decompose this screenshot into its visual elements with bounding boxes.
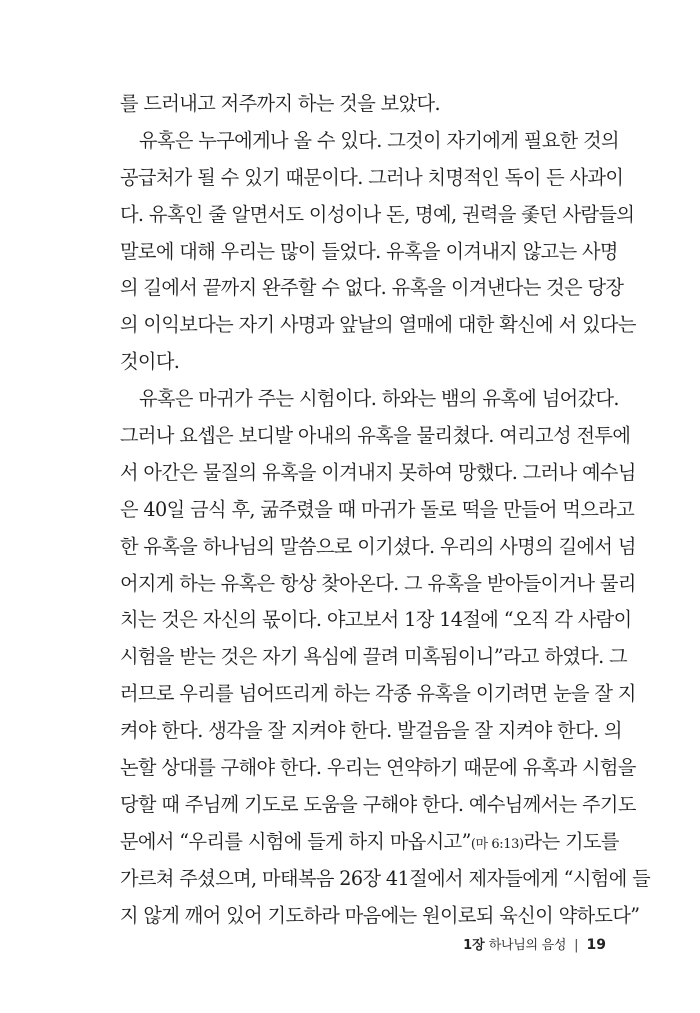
text-line: 러므로 우리를 넘어뜨리게 하는 각종 유혹을 이기려면 눈을 잘 지 xyxy=(120,682,636,706)
text-line: 시험을 받는 것은 자기 욕심에 끌려 미혹됨이니”라고 하였다. 그 xyxy=(120,645,628,669)
text-line: 치는 것은 자신의 몫이다. 야고보서 1장 14절에 “오직 각 사람이 xyxy=(120,608,632,632)
text-line: 그러나 요셉은 보디발 아내의 유혹을 물리쳤다. 여리고성 전투에 xyxy=(120,424,631,448)
body-text xyxy=(120,86,651,934)
text-line: 한 유혹을 하나님의 말씀으로 이기셨다. 우리의 사명의 길에서 넘 xyxy=(120,534,636,558)
text-line: 의 이익보다는 자기 사명과 앞날의 열매에 대한 확신에 서 있다는 xyxy=(120,313,636,337)
footer-separator: | xyxy=(574,938,579,953)
page-footer xyxy=(463,934,606,953)
scripture-reference: (마 6:13) xyxy=(470,836,524,852)
text-line: 의 길에서 끝까지 완주할 수 없다. 유혹을 이겨낸다는 것은 당장 xyxy=(120,276,624,300)
text-line: 서 아간은 물질의 유혹을 이겨내지 못하여 망했다. 그러나 예수님 xyxy=(120,460,636,484)
text-line: 켜야 한다. 생각을 잘 지켜야 한다. 발걸음을 잘 지켜야 한다. 의 xyxy=(120,719,622,743)
text-line: 말로에 대해 우리는 많이 들었다. 유혹을 이겨내지 않고는 사명 xyxy=(120,239,618,263)
text-line: 가르쳐 주셨으며, 마태복음 26장 41절에서 제자들에게 “시험에 들 xyxy=(120,866,651,890)
text-line: 은 40일 금식 후, 굶주렸을 때 마귀가 돌로 떡을 만들어 먹으라고 xyxy=(120,497,635,521)
text-line: 유혹은 마귀가 주는 시험이다. 하와는 뱀의 유혹에 넘어갔다. xyxy=(139,387,619,411)
text-line: 공급처가 될 수 있기 때문이다. 그러나 치명적인 독이 든 사과이 xyxy=(120,165,624,189)
text-line: 지 않게 깨어 있어 기도하라 마음에는 원이로되 육신이 약하도다” xyxy=(120,903,640,927)
text-line: 를 드러내고 저주까지 하는 것을 보았다. xyxy=(120,92,440,115)
text-segment: 문에서 “우리를 시험에 들게 하지 마옵시고” xyxy=(120,829,471,853)
chapter-number: 1장 xyxy=(463,938,485,953)
text-line: 당할 때 주님께 기도로 도움을 구해야 한다. 예수님께서는 주기도 xyxy=(120,792,636,816)
text-line: 논할 상대를 구해야 한다. 우리는 연약하기 때문에 유혹과 시험을 xyxy=(120,756,636,780)
page-number: 19 xyxy=(586,937,606,953)
text-segment: 라는 기도를 xyxy=(523,829,619,853)
text-line xyxy=(120,824,619,861)
text-line: 것이다. xyxy=(120,350,180,374)
chapter-title: 하나님의 음성 xyxy=(488,938,567,953)
text-line: 다. 유혹인 줄 알면서도 이성이나 돈, 명예, 권력을 좇던 사람들의 xyxy=(120,202,635,226)
text-line: 유혹은 누구에게나 올 수 있다. 그것이 자기에게 필요한 것의 xyxy=(139,128,619,152)
text-line: 어지게 하는 유혹은 항상 찾아온다. 그 유혹을 받아들이거나 물리 xyxy=(120,571,636,595)
